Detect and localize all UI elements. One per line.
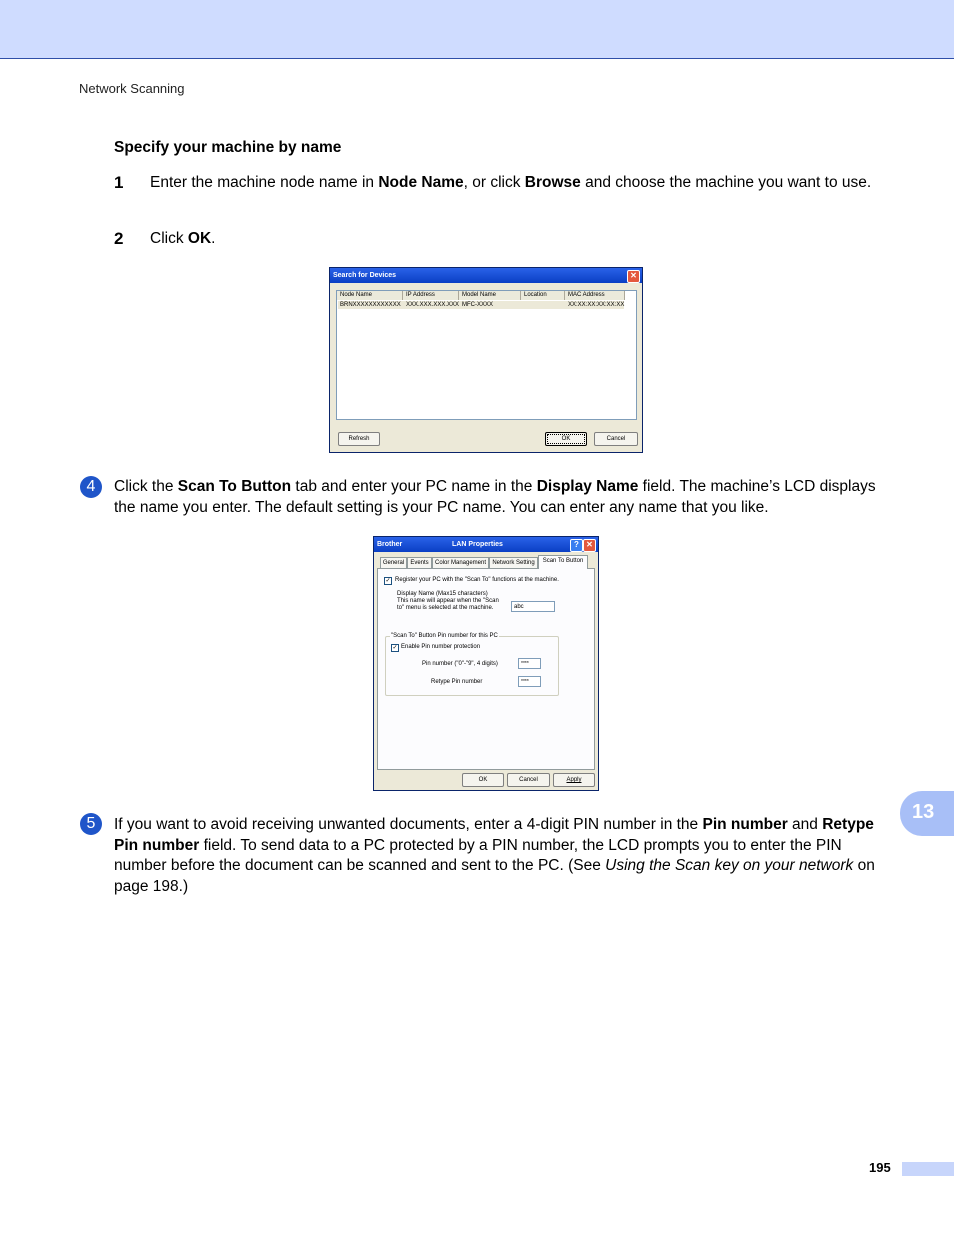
ui-term: OK [187,230,212,247]
refresh-button[interactable]: Refresh [338,432,380,446]
page-number: 195 [869,1160,891,1175]
cell-location [521,301,524,309]
tab-network-setting[interactable]: Network Setting [489,557,538,568]
cancel-button[interactable]: Cancel [507,773,550,787]
text-run: Enter the machine node name in [150,174,379,191]
step-5 [114,815,894,897]
tab-general[interactable]: General [380,557,407,568]
cell-ip-address: XXX.XXX.XXX.XXX [406,302,460,308]
step-number: 1 [114,173,124,192]
pin-group-title: "Scan To" Button Pin number for this PC [391,633,498,639]
ui-term: Browse [524,174,581,191]
ui-term: Retype Pin number [114,816,874,854]
column-header-model-name[interactable]: Model Name [459,291,521,300]
ui-term: Node Name [378,174,464,191]
step-number: 2 [114,229,124,248]
scan-to-button-panel [377,568,595,770]
text-run: field. To send data to a PC protected by a PIN number, the LCD prompts you to enter the PIN number before the document can be scanned and sent to the PC. (See [114,836,842,874]
step-text [150,173,894,194]
text-run: tab and enter your PC name in the [291,478,537,495]
text-run: and [787,816,823,833]
text-run: , or click [463,174,525,191]
text-run: Click the [114,478,178,495]
dialog-title: Search for Devices [333,272,397,279]
dialog-title-center: LAN Properties [452,541,503,548]
dialog-titlebar [330,268,642,283]
step-1 [114,173,894,194]
pin-number-label: Pin number ("0"-"9", 4 digits) [422,661,498,667]
lan-properties-dialog [373,536,599,791]
column-header-node-name[interactable]: Node Name [337,291,403,300]
ui-term: Scan To Button [177,478,292,495]
top-header-band [0,0,954,59]
search-for-devices-dialog [329,267,643,453]
pin-number-input[interactable]: **** [518,658,541,669]
cell-model-name: MFC-XXXX [462,302,494,308]
cross-reference: Using the Scan key on your network [605,857,854,874]
ok-button[interactable]: OK [462,773,504,787]
step-text [150,229,894,250]
enable-pin-checkbox[interactable]: ✓ [392,645,398,651]
register-label: Register your PC with the "Scan To" functions at the machine. [395,577,559,583]
step-2 [114,229,894,250]
column-header-location[interactable]: Location [521,291,565,300]
cell-mac-address: XX:XX:XX:XX:XX:XX [568,302,625,308]
text-run: . [211,230,216,247]
close-icon[interactable]: ✕ [583,539,596,552]
close-icon[interactable]: ✕ [627,270,640,283]
tab-color-management[interactable]: Color Management [432,557,489,568]
text-run: field. The machine’s LCD displays the name you enter. The default setting is your PC name. You can enter any name that you like. [114,478,876,516]
dialog-title-left: Brother [377,541,403,548]
section-title: Specify your machine by name [114,139,342,156]
tab-scan-to-button[interactable]: Scan To Button [538,555,588,569]
ui-term: Pin number [702,816,788,833]
chapter-tab [900,791,954,836]
apply-button[interactable]: Apply [553,773,595,787]
step-bullet: 5 [80,813,102,835]
text-run: on page 198.) [114,857,875,895]
enable-pin-label: Enable Pin number protection [401,644,481,650]
dialog-titlebar [374,537,598,552]
cell-node-name: BRNXXXXXXXXXXXX [340,302,401,308]
page-number-bar [902,1162,954,1176]
text-run: If you want to avoid receiving unwanted documents, enter a 4-digit PIN number in the [114,816,703,833]
step-bullet: 4 [80,476,102,498]
ok-button[interactable]: OK [545,432,587,446]
device-list[interactable] [336,290,637,420]
retype-pin-input[interactable]: **** [518,676,541,687]
text-run: and choose the machine you want to use. [580,174,872,191]
help-icon[interactable]: ? [570,539,583,552]
display-name-input[interactable]: abc [511,601,555,612]
register-checkbox[interactable]: ✓ [385,578,391,584]
column-header-mac-address[interactable]: MAC Address [565,291,625,300]
chapter-number: 13 [912,801,935,823]
text-run: Click [150,230,188,247]
step-4 [114,477,894,518]
column-header-ip-address[interactable]: IP Address [403,291,459,300]
step-text [114,477,894,518]
ui-term: Display Name [536,478,639,495]
tab-events[interactable]: Events [407,557,432,568]
retype-pin-label: Retype Pin number [431,679,483,685]
step-text [114,815,894,897]
cancel-button[interactable]: Cancel [594,432,638,446]
running-head: Network Scanning [79,81,185,96]
display-name-description: Display Name (Max15 characters) This name will appear when the "Scan to" menu is selected at the machine. [397,591,499,611]
